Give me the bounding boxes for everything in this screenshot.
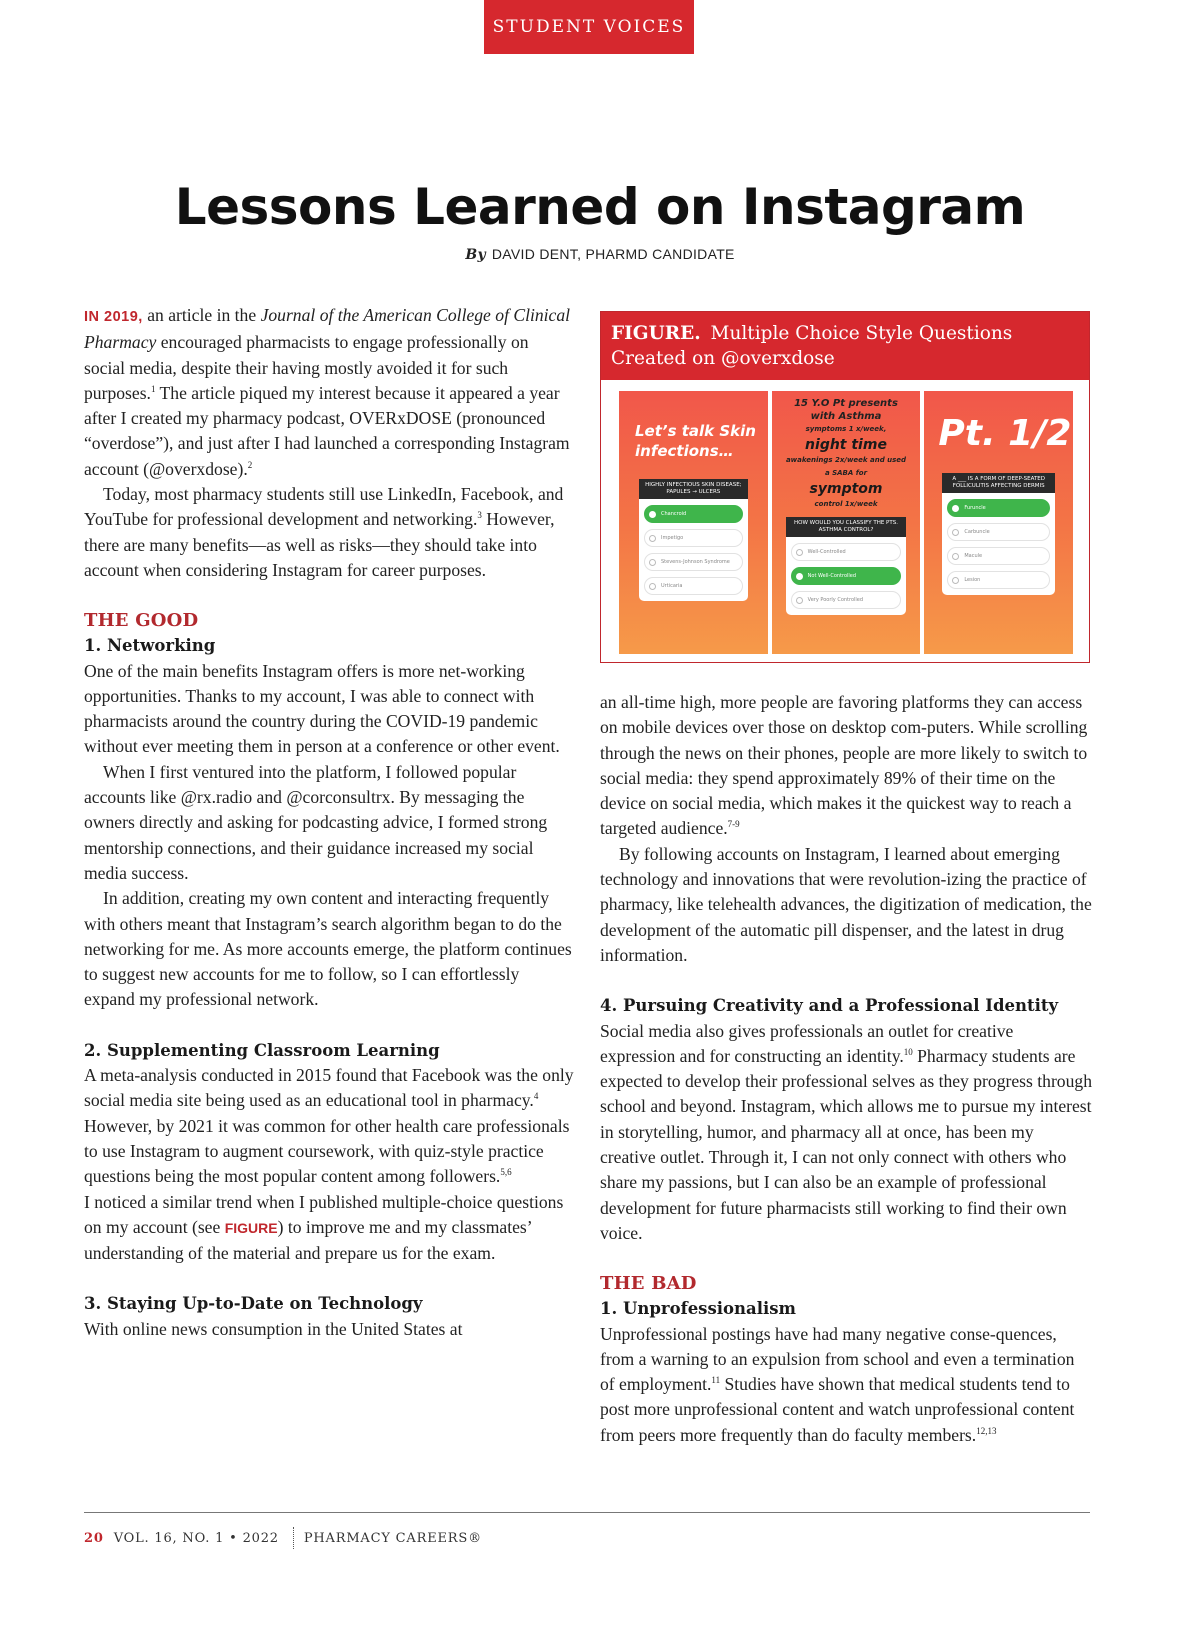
lead-in: IN 2019,: [84, 309, 143, 325]
technology-paragraph-start: With online news consumption in the United States at: [84, 1318, 463, 1339]
reference-1: 1: [150, 384, 156, 395]
page-footer: [84, 1527, 482, 1549]
panel-3-option: [947, 523, 1050, 541]
panel-2-question: HOW WOULD YOU CLASSIFY THE PTS. ASTHMA CONTROL?: [786, 517, 907, 537]
intro-paragraph-1: [84, 303, 574, 482]
panel-1-question-card: [639, 479, 748, 601]
creativity-text-a: Social media also gives professionals an outlet for creative expression and for constructing an identity.: [600, 1020, 1014, 1066]
panel-3-option: [947, 547, 1050, 565]
footer-rule: [84, 1512, 1090, 1513]
reference-4: 4: [533, 1091, 539, 1102]
radio-icon: [952, 553, 959, 560]
reference-11: 11: [711, 1375, 721, 1386]
panel-1-option: [644, 505, 743, 523]
reference-5-6: 5,6: [500, 1167, 512, 1178]
unprofessionalism-paragraph: [600, 1322, 1092, 1448]
option-label: Very Poorly Controlled: [807, 597, 864, 603]
classroom-text-a: A meta-analysis conducted in 2015 found that Facebook was the only social media site being used as an educational tool in pharmacy.: [84, 1065, 574, 1111]
panel-2-heading-line: 15 Y.O Pt presents: [794, 398, 898, 409]
intro-paragraph-2: [84, 482, 574, 583]
radio-icon: [649, 583, 656, 590]
panel-2-heading: [772, 397, 921, 511]
left-column: [84, 303, 574, 1342]
check-icon: [796, 573, 803, 580]
unprof-text-a: Unprofessional postings have had many negative conse-quences, from a warning to an expulsion from school and even a termination of employment.: [600, 1323, 1075, 1395]
figure-box: [600, 311, 1090, 663]
right-column: [600, 690, 1092, 1448]
journal-name: Journal of the American College of Clinical Pharmacy: [84, 305, 571, 353]
reference-3: 3: [477, 510, 482, 521]
classroom-paragraph-1: [84, 1063, 574, 1189]
panel-3-question: A ___ IS A FORM OF DEEP-SEATED FOLLICULITIS AFFECTING DERMIS: [942, 473, 1055, 493]
option-label: Not Well-Controlled: [807, 573, 857, 579]
page-number: 20: [84, 1530, 104, 1546]
figure-label: FIGURE.: [611, 323, 701, 344]
panel-1-option: [644, 553, 743, 571]
quiz-panel-1: [619, 391, 768, 654]
panel-2-option: [791, 543, 902, 561]
panel-1-question: HIGHLY INFECTIOUS SKIN DISEASE; PAPULES → ULCERS: [639, 479, 748, 499]
radio-icon: [649, 535, 656, 542]
byline-prefix: By: [465, 247, 486, 263]
article-title: Lessons Learned on Instagram: [174, 178, 1026, 236]
panel-3-option: [947, 571, 1050, 589]
option-label: Macule: [964, 553, 983, 559]
figure-caption: [601, 312, 1089, 380]
panel-2-option: [791, 591, 902, 609]
panel-3-option: [947, 499, 1050, 517]
networking-paragraph-2: When I first ventured into the platform, I followed popular accounts like @rx.radio and @corconsultrx. By messaging the owners directly and asking for podcasting advice, I formed strong mentorship connections, and their guidance increased my social media success.: [84, 761, 548, 883]
quiz-panel-2: [772, 391, 921, 654]
subheading-unprofessionalism: 1. Unprofessionalism: [600, 1299, 797, 1319]
intro-text-c: The article piqued my interest because it appeared a year after I created my pharmacy podcast, OVERxDOSE (pronounced “overdose”), and just after I had launched a corresponding Instagram account (@overxdose).: [84, 382, 570, 479]
section-heading-good: THE GOOD: [84, 610, 199, 632]
subheading-creativity: 4. Pursuing Creativity and a Professional Identity: [600, 996, 1059, 1016]
byline-author: DAVID DENT, PHARMD CANDIDATE: [491, 246, 735, 262]
panel-3-question-card: [942, 473, 1055, 595]
panel-2-option: [791, 567, 902, 585]
panel-2-heading-line: control 1x/week: [814, 500, 878, 508]
reference-7-9: 7-9: [727, 819, 740, 830]
option-label: Well-Controlled: [807, 549, 846, 555]
figure-caption-text: Multiple Choice Style Questions Created on @overxdose: [611, 323, 1013, 369]
networking-paragraph-3: In addition, creating my own content and interacting frequently with others meant that Instagram’s search algorithm began to do the networking for me. As more accounts emerge, the platform continues to suggest new accounts for me to follow, so I can effortlessly expand my professional network.: [84, 888, 572, 1010]
reference-2: 2: [247, 459, 253, 470]
footer-divider: [293, 1527, 294, 1549]
panel-2-heading-line: with Asthma: [810, 411, 882, 422]
radio-icon: [952, 529, 959, 536]
radio-icon: [952, 577, 959, 584]
intro-text-a: an article in the: [142, 305, 261, 325]
option-label: Stevens-Johnson Syndrome: [661, 559, 730, 565]
subheading-technology: 3. Staying Up-to-Date on Technology: [84, 1294, 423, 1314]
byline: [0, 246, 1200, 263]
radio-icon: [649, 559, 656, 566]
technology-paragraph-2: By following accounts on Instagram, I learned about emerging technology and innovations that were revolution-izing the practice of pharmacy, like telehealth advances, the digitization of medication, the development of the automatic pill dispenser, and the latest in drug information.: [600, 843, 1092, 965]
panel-2-heading-line: symptom: [809, 481, 883, 497]
option-label: Chancroid: [661, 511, 687, 517]
panel-2-heading-line: symptoms 1 x/week,: [805, 425, 887, 433]
technology-text: an all-time high, more people are favoring platforms they can access on mobile devices over those on desktop com-puters. While scrolling through the news on their phones, people are more likely to switch to social media: they spend approximately 89% of their time on the device on social media, which makes it the quickest way to reach a targeted audience.: [600, 692, 1088, 839]
option-label: Furuncle: [964, 505, 986, 511]
figure-panels: [619, 391, 1073, 654]
section-heading-bad: THE BAD: [600, 1273, 697, 1295]
panel-1-heading: Let’s talk Skin infections…: [635, 422, 756, 460]
technology-paragraph-continued: [600, 690, 1092, 842]
quiz-panel-3: [924, 391, 1073, 654]
intro2-text-a: Today, most pharmacy students still use LinkedIn, Facebook, and YouTube for professional development and networking.: [84, 484, 564, 530]
subheading-networking: 1. Networking: [84, 636, 216, 656]
classroom-text-b: However, by 2021 it was common for other health care professionals to use Instagram to augment coursework, with quiz-style practice questions being the most popular content among followers.: [84, 1115, 570, 1187]
classroom-paragraph-2: [84, 1190, 574, 1267]
reference-12-13: 12,13: [976, 1425, 997, 1436]
option-label: Lesion: [964, 577, 981, 583]
section-tag: STUDENT VOICES: [484, 0, 694, 54]
intro2-text-b: However, there are many benefits—as well as risks—they should take into account when considering Instagram for career purposes.: [84, 509, 555, 580]
option-label: Impetigo: [661, 535, 684, 541]
radio-icon: [796, 549, 803, 556]
panel-1-option: [644, 577, 743, 595]
intro-text-b: encouraged pharmacists to engage professionally on social media, despite their having mostly avoided it for such purposes.: [84, 332, 529, 403]
unprof-text-b: Studies have shown that medical students tend to post more unprofessional content and watch unprofessional content from peers more frequently than do faculty members.: [600, 1374, 1075, 1445]
option-label: Urticaria: [661, 583, 683, 589]
publication-name: PHARMACY CAREERS®: [303, 1530, 482, 1546]
classroom2-text-b: ) to improve me and my classmates’ understanding of the material and prepare us for the exam.: [84, 1216, 532, 1264]
figure-reference-link[interactable]: FIGURE: [224, 1219, 278, 1236]
panel-3-heading: Pt. 1/2: [938, 413, 1072, 454]
creativity-paragraph: [600, 1019, 1092, 1247]
check-icon: [952, 505, 959, 512]
reference-10: 10: [903, 1047, 913, 1057]
check-icon: [649, 511, 656, 518]
panel-2-heading-line: awakenings 2x/week and used a SABA for: [785, 456, 907, 477]
subheading-classroom: 2. Supplementing Classroom Learning: [84, 1040, 440, 1060]
option-label: Carbuncle: [964, 529, 990, 535]
panel-2-question-card: [786, 517, 907, 615]
issue-info: VOL. 16, NO. 1 • 2022: [113, 1530, 279, 1546]
radio-icon: [796, 597, 803, 604]
creativity-text-b: Pharmacy students are expected to develop their professional selves as they progress through school and beyond. Instagram, which allows me to pursue my interest in storytelling, humor, and pharmacy all at once, has been my creative outlet. Through it, I can not only connect with others who share my passions, but I can also be an example of professional development for future pharmacists still working to find their own voice.: [600, 1045, 1092, 1243]
panel-2-heading-line: night time: [805, 437, 887, 453]
networking-paragraph-1: One of the main benefits Instagram offers is more net-working opportunities. Thanks to my account, I was able to connect with pharmacists around the country during the COVID-19 pandemic without ever meeting them in person at a conference or other event.: [84, 660, 560, 757]
panel-1-option: [644, 529, 743, 547]
classroom2-text-a: I noticed a similar trend when I published multiple-choice questions on my account (see: [84, 1191, 564, 1237]
